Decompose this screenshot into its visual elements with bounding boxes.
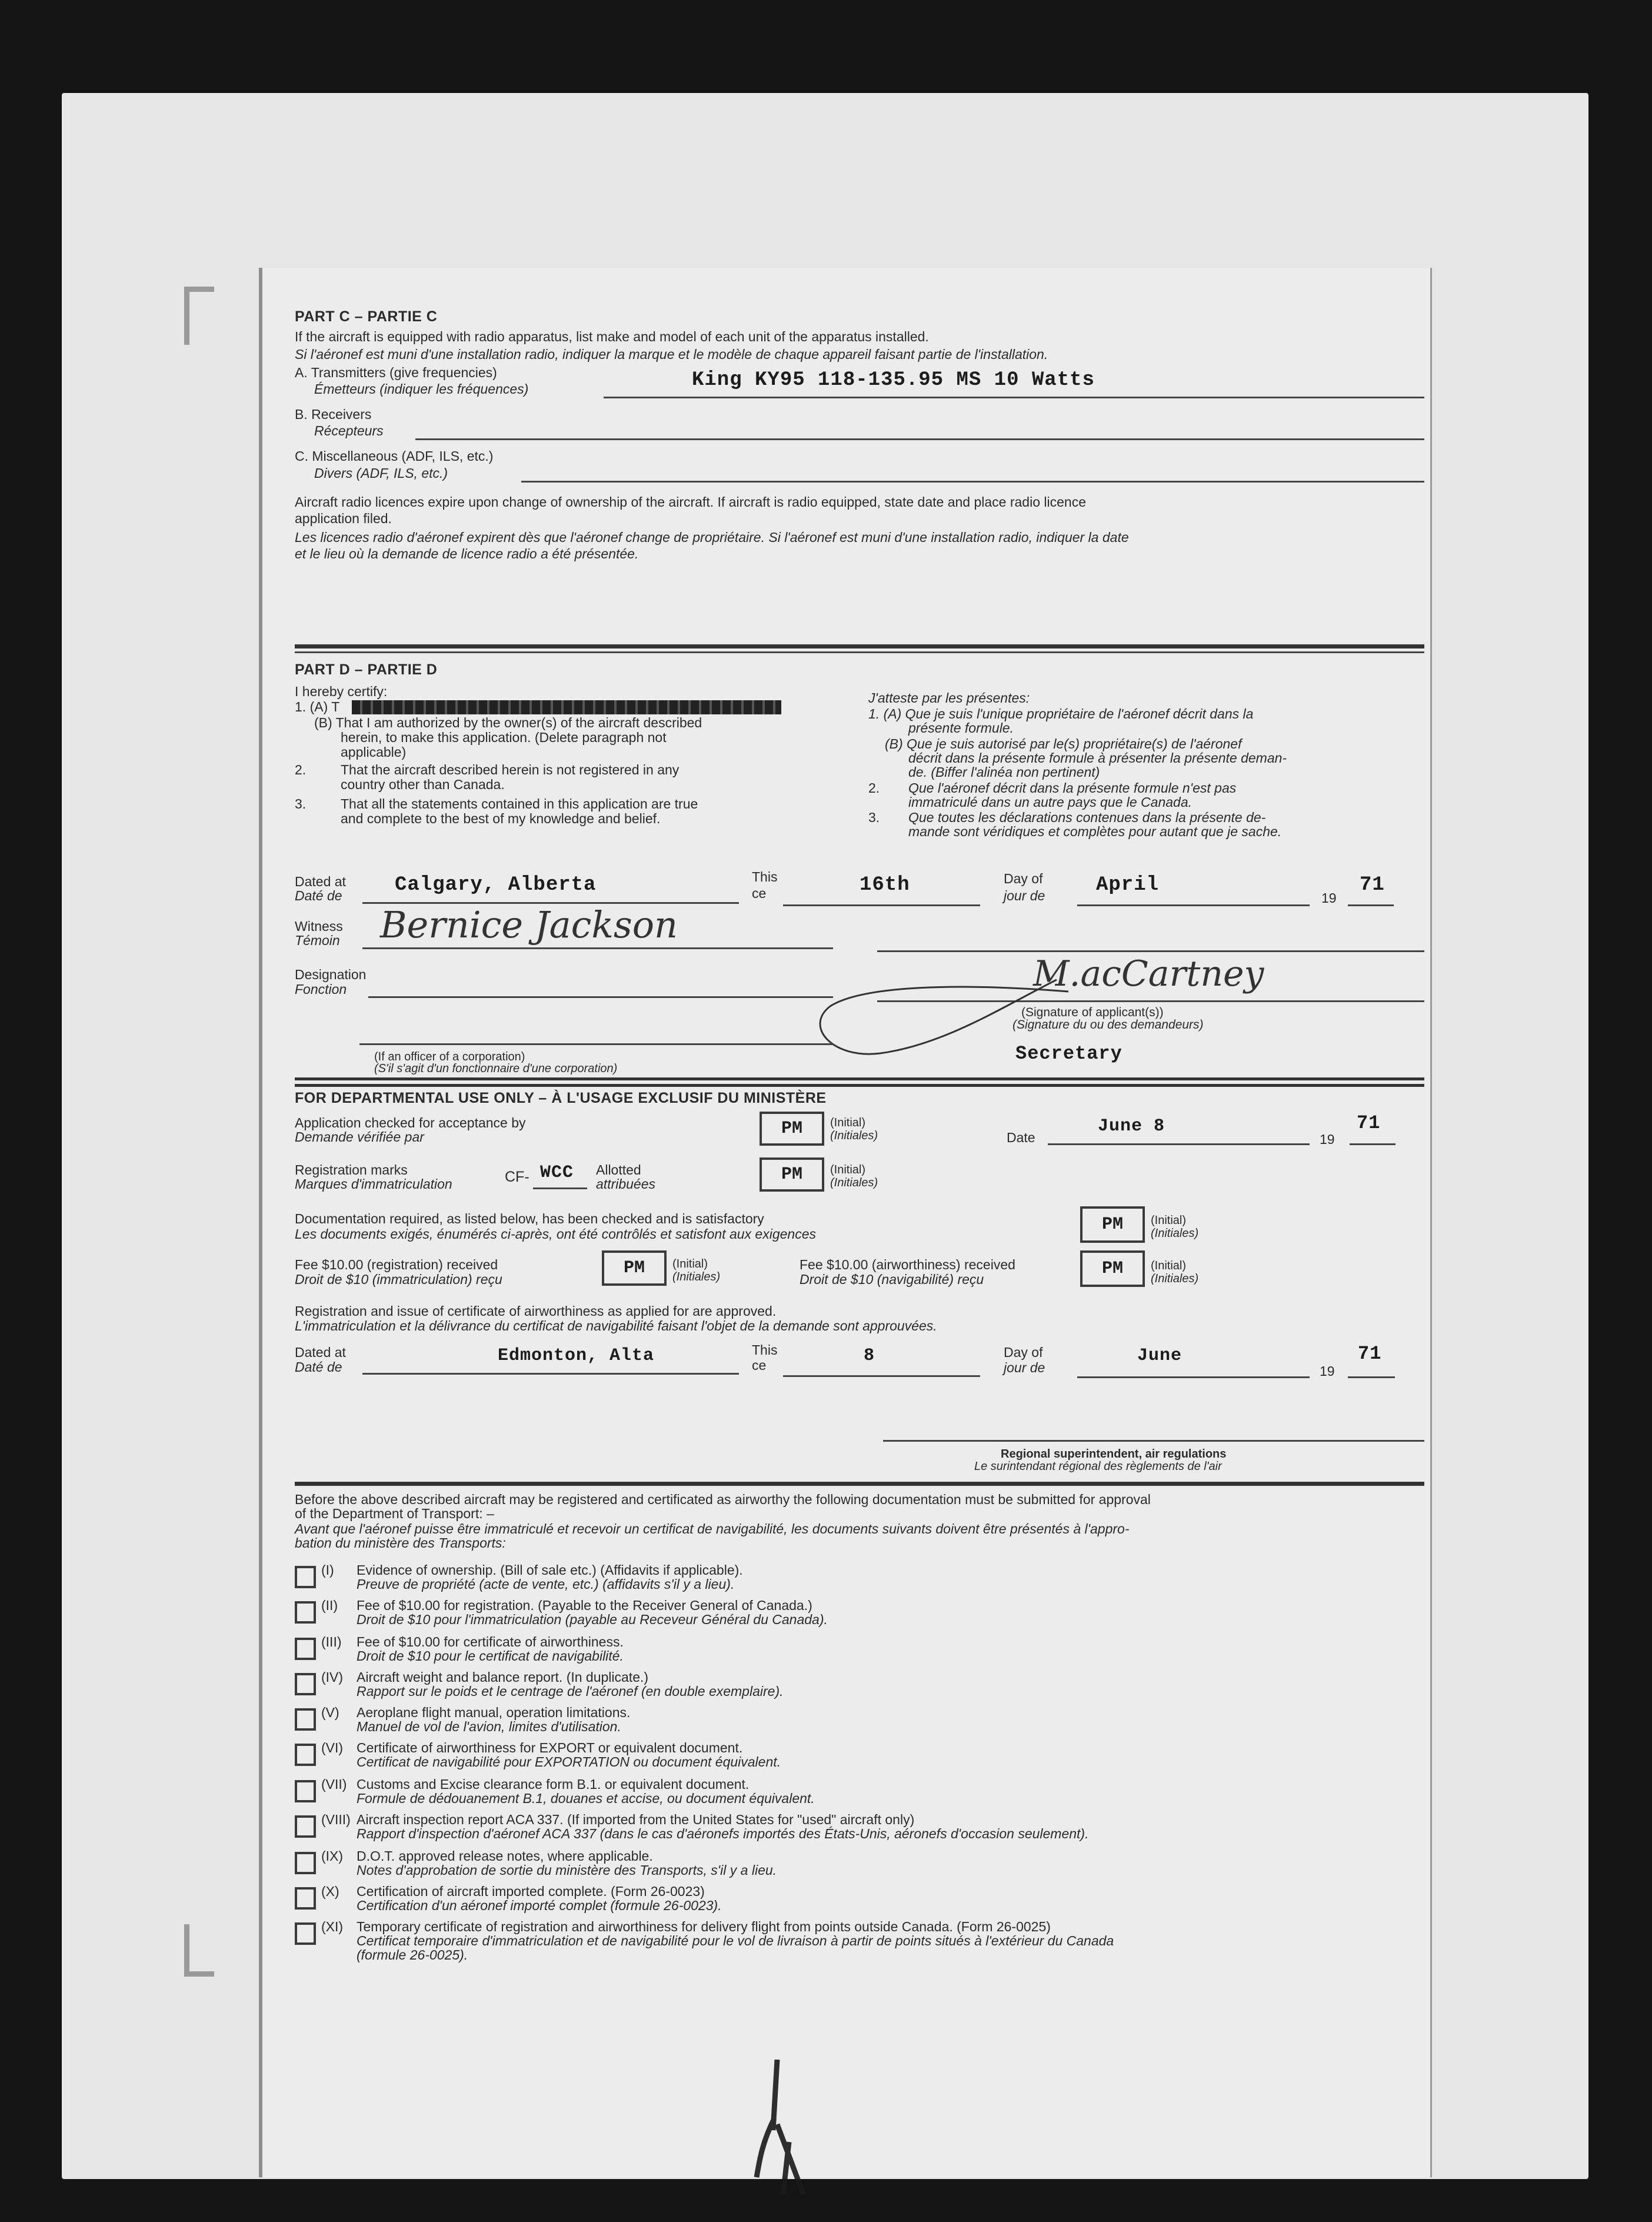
checklist-item-fr: Certification d'un aéronef importé complet (formule 26-0023). bbox=[357, 1898, 722, 1913]
item-2-fr-1: Que l'aéronef décrit dans la présente formule n'est pas bbox=[908, 780, 1237, 796]
misc-label-en: C. Miscellaneous (ADF, ILS, etc.) bbox=[295, 448, 494, 464]
checklist-checkbox[interactable] bbox=[295, 1922, 316, 1945]
item-3-fr-2: mande sont véridiques et complètes pour autant que je sache. bbox=[908, 824, 1282, 839]
dept-dated-at-label-en: Dated at bbox=[295, 1345, 346, 1360]
month-field[interactable]: April bbox=[1096, 874, 1160, 896]
signature-label-fr: (Signature du ou des demandeurs) bbox=[1012, 1018, 1204, 1032]
item-3-fr-1: Que toutes les déclarations contenues dans la présente de- bbox=[908, 810, 1266, 825]
item-1a-fr-2: présente formule. bbox=[908, 720, 1014, 736]
officer-line bbox=[359, 1043, 833, 1045]
dept-dated-at-line bbox=[362, 1373, 739, 1375]
dept-year-prefix: 19 bbox=[1320, 1363, 1335, 1379]
initial-label-fr: (Initiales) bbox=[830, 1129, 878, 1142]
day-field[interactable]: 16th bbox=[860, 874, 910, 896]
item-1a-en: 1. (A) T bbox=[295, 699, 340, 714]
dept-day-of-label-fr: jour de bbox=[1004, 1360, 1045, 1375]
check-year-line bbox=[1350, 1143, 1395, 1145]
doc-intro-en-2: of the Department of Transport: – bbox=[295, 1506, 494, 1521]
item-3-num: 3. bbox=[295, 796, 307, 811]
licence-note-en-2: application filed. bbox=[295, 511, 392, 526]
applicant-signature[interactable]: M.acCartney bbox=[1033, 953, 1264, 994]
checklist-item-en: Aircraft inspection report ACA 337. (If imported from the United States for "used" aircraft only) bbox=[357, 1812, 915, 1827]
title-field[interactable]: Secretary bbox=[1015, 1043, 1123, 1065]
reg-marks-line bbox=[533, 1187, 587, 1189]
departmental-heading: FOR DEPARTMENTAL USE ONLY – À L'USAGE EXCLUSIF DU MINISTÈRE bbox=[295, 1090, 827, 1106]
day-line bbox=[783, 904, 980, 906]
item-1a-fr-1: 1. (A) Que je suis l'unique propriétaire de l'aéronef décrit dans la bbox=[868, 706, 1254, 721]
signature-label-en: (Signature of applicant(s)) bbox=[1021, 1006, 1164, 1019]
officer-note-fr: (S'il s'agit d'un fonctionnaire d'une corporation) bbox=[374, 1062, 618, 1075]
reg-initial-label-en: (Initial) bbox=[830, 1163, 866, 1176]
dept-dated-at-field[interactable]: Edmonton, Alta bbox=[498, 1346, 655, 1366]
checklist-item-fr: Certificat de navigabilité pour EXPORTATION ou document équivalent. bbox=[357, 1754, 781, 1769]
item-1b-en-3: applicable) bbox=[341, 744, 407, 760]
checklist-checkbox[interactable] bbox=[295, 1744, 316, 1766]
checklist-checkbox[interactable] bbox=[295, 1815, 316, 1838]
item-1b-en-2: herein, to make this application. (Delete paragraph not bbox=[341, 730, 667, 745]
item-2-fr-num: 2. bbox=[868, 780, 880, 796]
checklist-item-fr: Formule de dédouanement B.1, douanes et accise, ou document équivalent. bbox=[357, 1791, 815, 1806]
dept-year-field[interactable]: 71 bbox=[1358, 1343, 1382, 1365]
checklist-item-en: Aircraft weight and balance report. (In duplicate.) bbox=[357, 1669, 649, 1685]
witness-label-fr: Témoin bbox=[295, 933, 340, 948]
witness-label-en: Witness bbox=[295, 919, 343, 934]
dept-this-label-en: This bbox=[752, 1342, 778, 1358]
doc-checked-en: Documentation required, as listed below, has been checked and is satisfactory bbox=[295, 1211, 764, 1226]
dept-month-field[interactable]: June bbox=[1137, 1346, 1183, 1366]
this-label-fr: ce bbox=[752, 886, 767, 901]
transmitters-label-en: A. Transmitters (give frequencies) bbox=[295, 365, 497, 380]
approved-en: Registration and issue of certificate of airworthiness as applied for are approved. bbox=[295, 1303, 777, 1319]
checklist-item-fr: Rapport sur le poids et le centrage de l'aéronef (en double exemplaire). bbox=[357, 1684, 784, 1699]
checklist-item-fr: Rapport d'inspection d'aéronef ACA 337 (dans le cas d'aéronefs importés des États-Unis, aéronefs d'occasion seulement). bbox=[357, 1826, 1089, 1841]
fee-air-initial-label-en: (Initial) bbox=[1151, 1259, 1187, 1272]
fee-reg-initial-label-en: (Initial) bbox=[672, 1258, 708, 1270]
designation-label-fr: Fonction bbox=[295, 982, 347, 997]
receivers-line bbox=[415, 438, 1424, 440]
checklist-item-en: Temporary certificate of registration and airworthiness for delivery flight from points outside Canada. (Form 26-0025) bbox=[357, 1919, 1051, 1934]
item-2-num: 2. bbox=[295, 762, 307, 777]
dept-divider-1 bbox=[295, 1077, 1424, 1080]
superintendent-label-en: Regional superintendent, air regulations bbox=[1001, 1448, 1227, 1461]
fee-air-initial-label-fr: (Initiales) bbox=[1151, 1272, 1199, 1285]
checklist-item-en: Fee of $10.00 for registration. (Payable to the Receiver General of Canada.) bbox=[357, 1598, 812, 1613]
checklist-item-en: Certificate of airworthiness for EXPORT or equivalent document. bbox=[357, 1740, 743, 1755]
misc-label-fr: Divers (ADF, ILS, etc.) bbox=[314, 465, 448, 481]
item-1b-fr-3: de. (Biffer l'alinéa non pertinent) bbox=[908, 764, 1100, 780]
part-c-heading: PART C – PARTIE C bbox=[295, 308, 438, 325]
check-year-field[interactable]: 71 bbox=[1357, 1112, 1381, 1134]
fee-air-initials-box[interactable]: PM bbox=[1080, 1250, 1145, 1287]
dept-divider-2 bbox=[295, 1084, 1424, 1087]
checklist-checkbox[interactable] bbox=[295, 1887, 316, 1910]
item-2-fr-2: immatriculé dans un autre pays que le Canada. bbox=[908, 794, 1193, 810]
dept-year-line bbox=[1348, 1376, 1395, 1378]
officer-note-en: (If an officer of a corporation) bbox=[374, 1050, 525, 1063]
reg-prefix: CF- bbox=[505, 1169, 529, 1185]
doc-initials-box[interactable]: PM bbox=[1080, 1206, 1145, 1243]
year-prefix: 19 bbox=[1321, 890, 1337, 906]
allotted-label-en: Allotted bbox=[596, 1162, 641, 1177]
checklist-item-fr: Manuel de vol de l'avion, limites d'utilisation. bbox=[357, 1719, 621, 1734]
receivers-label-en: B. Receivers bbox=[295, 407, 372, 422]
checklist-checkbox[interactable] bbox=[295, 1566, 316, 1588]
dept-dated-at-label-fr: Daté de bbox=[295, 1359, 342, 1375]
fee-reg-label-en: Fee $10.00 (registration) received bbox=[295, 1257, 498, 1272]
reg-initial-label-fr: (Initiales) bbox=[830, 1176, 878, 1189]
date-label: Date bbox=[1007, 1130, 1035, 1145]
witness-line bbox=[362, 947, 833, 949]
check-year-prefix: 19 bbox=[1320, 1132, 1335, 1147]
checklist-item-en: Fee of $10.00 for certificate of airworthiness. bbox=[357, 1634, 624, 1649]
checklist-item-fr: Droit de $10 pour l'immatriculation (payable au Receveur Général du Canada). bbox=[357, 1612, 828, 1627]
part-d-heading: PART D – PARTIE D bbox=[295, 661, 438, 678]
checklist-item-number: (X) bbox=[321, 1884, 339, 1899]
redacted-text bbox=[352, 700, 781, 714]
item-3-en-1: That all the statements contained in this application are true bbox=[341, 796, 698, 811]
dept-day-field[interactable]: 8 bbox=[864, 1346, 875, 1366]
checklist-checkbox[interactable] bbox=[295, 1708, 316, 1731]
item-1b-fr-2: décrit dans la présente formule à présenter la présente deman- bbox=[908, 750, 1287, 766]
checklist-item-number: (XI) bbox=[321, 1919, 344, 1934]
checklist-item-en: Certification of aircraft imported complete. (Form 26-0023) bbox=[357, 1884, 705, 1899]
checklist-item-en: D.O.T. approved release notes, where applicable. bbox=[357, 1848, 653, 1864]
dept-day-of-label-en: Day of bbox=[1004, 1345, 1043, 1360]
witness-signature[interactable]: Bernice Jackson bbox=[380, 903, 678, 946]
checked-label-en: Application checked for acceptance by bbox=[295, 1115, 526, 1130]
check-date-field[interactable]: June 8 bbox=[1098, 1116, 1165, 1136]
transmitters-label-fr: Émetteurs (indiquer les fréquences) bbox=[314, 381, 529, 397]
checklist-item-number: (I) bbox=[321, 1562, 334, 1578]
checklist-item-en: Evidence of ownership. (Bill of sale etc.) (Affidavits if applicable). bbox=[357, 1562, 743, 1578]
superintendent-label-fr: Le surintendant régional des règlements de l'air bbox=[974, 1460, 1222, 1473]
checklist-checkbox[interactable] bbox=[295, 1673, 316, 1695]
item-2-en-2: country other than Canada. bbox=[341, 777, 505, 792]
checked-label-fr: Demande vérifiée par bbox=[295, 1129, 424, 1145]
allotted-label-fr: attribuées bbox=[596, 1176, 656, 1192]
transmitters-line bbox=[604, 397, 1424, 398]
checklist-item-number: (III) bbox=[321, 1634, 342, 1649]
applicant-signature-line-1 bbox=[877, 950, 1424, 952]
part-c-intro-en: If the aircraft is equipped with radio apparatus, list make and model of each unit of the apparatus installed. bbox=[295, 329, 929, 344]
checklist-checkbox[interactable] bbox=[295, 1852, 316, 1874]
certify-fr: J'atteste par les présentes: bbox=[868, 690, 1030, 706]
checklist-item-en: Customs and Excise clearance form B.1. or equivalent document. bbox=[357, 1777, 750, 1792]
check-date-line bbox=[1048, 1143, 1310, 1145]
doc-intro-fr-2: bation du ministère des Transports: bbox=[295, 1535, 506, 1551]
initial-label-en: (Initial) bbox=[830, 1116, 866, 1129]
approved-fr: L'immatriculation et la délivrance du certificat de navigabilité faisant l'objet de la demande sont approuvées. bbox=[295, 1318, 937, 1333]
item-3-fr-num: 3. bbox=[868, 810, 880, 825]
dept-this-label-fr: ce bbox=[752, 1358, 767, 1373]
checklist-item-number: (V) bbox=[321, 1705, 339, 1720]
fee-reg-initials-box[interactable]: PM bbox=[602, 1250, 667, 1286]
reg-marks-label-fr: Marques d'immatriculation bbox=[295, 1176, 452, 1192]
designation-line bbox=[368, 996, 833, 998]
this-label-en: This bbox=[752, 869, 778, 884]
certify-en: I hereby certify: bbox=[295, 684, 388, 699]
day-of-label-fr: jour de bbox=[1004, 888, 1045, 903]
misc-line bbox=[521, 481, 1424, 483]
receivers-label-fr: Récepteurs bbox=[314, 423, 384, 438]
checklist-checkbox[interactable] bbox=[295, 1780, 316, 1802]
year-line bbox=[1348, 904, 1394, 906]
dated-at-field[interactable]: Calgary, Alberta bbox=[395, 874, 597, 896]
checklist-item-fr: Certificat temporaire d'immatriculation et de navigabilité pour le vol de livraison à partir de points situés à l'extérieur du Canada bbox=[357, 1933, 1114, 1948]
ink-smudge bbox=[745, 2060, 815, 2195]
section-divider-thin bbox=[295, 651, 1424, 653]
reg-initials-box[interactable]: PM bbox=[760, 1157, 824, 1192]
item-1b-en-1: (B) That I am authorized by the owner(s) of the aircraft described bbox=[314, 715, 702, 730]
checklist-item-number: (IV) bbox=[321, 1669, 344, 1685]
month-line bbox=[1077, 904, 1310, 906]
doc-checked-fr: Les documents exigés, énumérés ci-après, ont été contrôlés et satisfont aux exigences bbox=[295, 1226, 816, 1242]
dated-at-label-en: Dated at bbox=[295, 874, 346, 889]
licence-note-en-1: Aircraft radio licences expire upon change of ownership of the aircraft. If aircraft is radio equipped, state date and place radio licence bbox=[295, 494, 1086, 510]
checklist-checkbox[interactable] bbox=[295, 1638, 316, 1660]
dept-month-line bbox=[1077, 1376, 1310, 1378]
fee-air-label-en: Fee $10.00 (airworthiness) received bbox=[800, 1257, 1015, 1272]
reg-marks-field[interactable]: WCC bbox=[540, 1163, 574, 1183]
form-page bbox=[259, 268, 1432, 2177]
checklist-item-number: (VI) bbox=[321, 1740, 344, 1755]
checklist-item-number: (VII) bbox=[321, 1777, 347, 1792]
checklist-item-number: (IX) bbox=[321, 1848, 344, 1864]
checklist-item-number: (VIII) bbox=[321, 1812, 351, 1827]
dated-at-label-fr: Daté de bbox=[295, 888, 342, 903]
doc-initial-label-fr: (Initiales) bbox=[1151, 1227, 1199, 1240]
transmitters-field[interactable]: King KY95 118-135.95 MS 10 Watts bbox=[692, 369, 1095, 391]
crop-mark-top bbox=[184, 287, 214, 345]
checked-initials-box[interactable]: PM bbox=[760, 1112, 824, 1146]
dept-day-line bbox=[783, 1375, 980, 1377]
doc-intro-fr-1: Avant que l'aéronef puisse être immatriculé et recevoir un certificat de navigabilité, les documents suivants doivent être présentés à l'appro- bbox=[295, 1521, 1130, 1536]
reg-marks-label-en: Registration marks bbox=[295, 1162, 408, 1177]
item-3-en-2: and complete to the best of my knowledge and belief. bbox=[341, 811, 661, 826]
licence-note-fr-2: et le lieu où la demande de licence radio a été présentée. bbox=[295, 546, 639, 561]
crop-mark-bottom bbox=[184, 1924, 214, 1977]
checklist-checkbox[interactable] bbox=[295, 1601, 316, 1624]
documentation-divider bbox=[295, 1482, 1424, 1486]
checklist-item-number: (II) bbox=[321, 1598, 338, 1613]
item-2-en-1: That the aircraft described herein is not registered in any bbox=[341, 762, 680, 777]
section-divider bbox=[295, 644, 1424, 648]
item-1b-fr-1: (B) Que je suis autorisé par le(s) propriétaire(s) de l'aéronef bbox=[885, 736, 1242, 751]
part-c-intro-fr: Si l'aéronef est muni d'une installation radio, indiquer la marque et le modèle de chaque appareil faisant partie de l'installation. bbox=[295, 347, 1048, 362]
checklist-item-fr: Droit de $10 pour le certificat de navigabilité. bbox=[357, 1648, 624, 1664]
fee-air-label-fr: Droit de $10 (navigabilité) reçu bbox=[800, 1272, 984, 1287]
year-field[interactable]: 71 bbox=[1360, 874, 1385, 896]
designation-label-en: Designation bbox=[295, 967, 367, 982]
checklist-item-en: Aeroplane flight manual, operation limitations. bbox=[357, 1705, 631, 1720]
fee-reg-initial-label-fr: (Initiales) bbox=[672, 1270, 721, 1283]
day-of-label-en: Day of bbox=[1004, 871, 1043, 886]
fee-reg-label-fr: Droit de $10 (immatriculation) reçu bbox=[295, 1272, 502, 1287]
checklist-item-fr-continued: (formule 26-0025). bbox=[357, 1947, 468, 1962]
licence-note-fr-1: Les licences radio d'aéronef expirent dès que l'aéronef change de propriétaire. Si l'aéronef est muni d'une installation radio, indiquer la date bbox=[295, 530, 1129, 545]
checklist-item-fr: Notes d'approbation de sortie du ministère des Transports, s'il y a lieu. bbox=[357, 1862, 777, 1878]
doc-intro-en-1: Before the above described aircraft may be registered and certificated as airworthy the following documentation must be submitted for approval bbox=[295, 1492, 1151, 1507]
doc-initial-label-en: (Initial) bbox=[1151, 1214, 1187, 1227]
checklist-item-fr: Preuve de propriété (acte de vente, etc.) (affidavits s'il y a lieu). bbox=[357, 1576, 735, 1592]
superintendent-signature-line bbox=[883, 1440, 1424, 1442]
